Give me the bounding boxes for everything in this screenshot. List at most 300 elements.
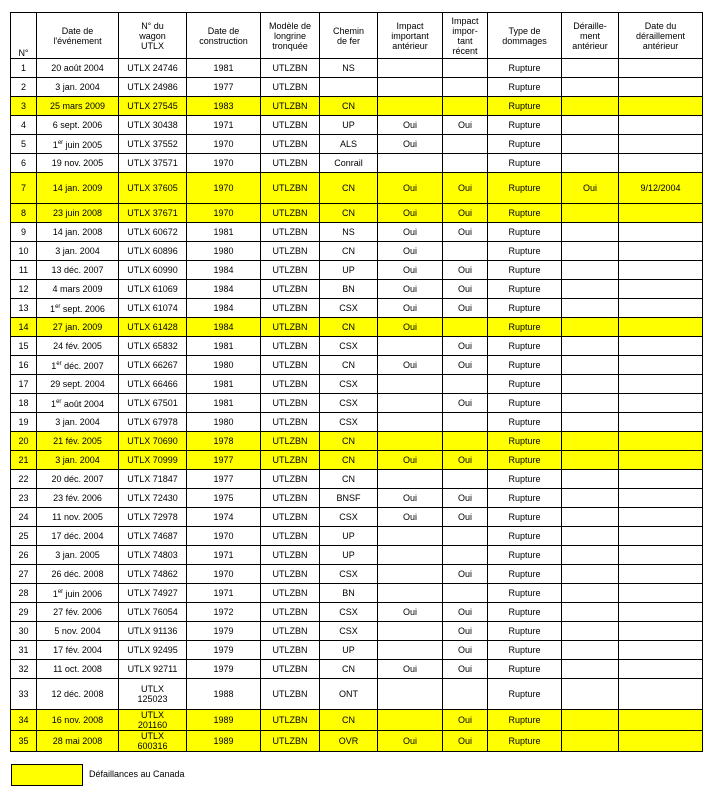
cell-prior-impact [378,527,443,546]
cell-build-date: 1970 [187,173,261,204]
cell-railway: CN [320,710,378,731]
cell-railway: CN [320,173,378,204]
cell-damage-type: Rupture [488,356,562,375]
column-header-stub-sill-model: Modèle de longrine tronquée [261,13,320,59]
cell-event-date: 11 nov. 2005 [37,508,119,527]
cell-event-date: 24 fév. 2005 [37,337,119,356]
cell-damage-type: Rupture [488,116,562,135]
cell-prior-derailment [562,318,619,337]
cell-prior-derailment [562,59,619,78]
cell-stub-sill-model: UTLZBN [261,584,320,603]
cell-prior-derailment-date [619,78,703,97]
table-row [11,318,703,337]
cell-build-date: 1989 [187,731,261,752]
cell-number: 13 [11,299,37,318]
cell-prior-derailment: Oui [562,173,619,204]
table-row [11,135,703,154]
cell-build-date: 1984 [187,299,261,318]
column-header-recent-impact: Impact impor- tant récent [443,13,488,59]
cell-number: 23 [11,489,37,508]
table-row [11,337,703,356]
cell-event-date: 17 déc. 2004 [37,527,119,546]
cell-railway: UP [320,116,378,135]
cell-prior-impact: Oui [378,242,443,261]
cell-build-date: 1970 [187,204,261,223]
cell-recent-impact: Oui [443,660,488,679]
cell-prior-impact: Oui [378,603,443,622]
cell-prior-derailment [562,299,619,318]
table-row [11,204,703,223]
cell-prior-impact: Oui [378,280,443,299]
cell-recent-impact: Oui [443,489,488,508]
cell-damage-type: Rupture [488,603,562,622]
cell-stub-sill-model: UTLZBN [261,375,320,394]
cell-damage-type: Rupture [488,565,562,584]
cell-prior-derailment [562,489,619,508]
cell-recent-impact [443,375,488,394]
cell-car-number: UTLX 60672 [119,223,187,242]
cell-stub-sill-model: UTLZBN [261,280,320,299]
cell-car-number: UTLX 67501 [119,394,187,413]
cell-build-date: 1988 [187,679,261,710]
cell-car-number: UTLX 91136 [119,622,187,641]
cell-number: 35 [11,731,37,752]
cell-prior-derailment [562,413,619,432]
cell-car-number: UTLX 61069 [119,280,187,299]
cell-railway: UP [320,641,378,660]
cell-stub-sill-model: UTLZBN [261,116,320,135]
cell-prior-derailment [562,261,619,280]
cell-railway: CN [320,470,378,489]
cell-build-date: 1983 [187,97,261,116]
cell-prior-derailment [562,432,619,451]
cell-damage-type: Rupture [488,641,562,660]
cell-build-date: 1970 [187,154,261,173]
cell-car-number: UTLX 37552 [119,135,187,154]
cell-prior-derailment [562,565,619,584]
cell-railway: UP [320,261,378,280]
cell-build-date: 1977 [187,78,261,97]
cell-prior-derailment-date [619,622,703,641]
cell-build-date: 1974 [187,508,261,527]
cell-railway: OVR [320,731,378,752]
table-row [11,603,703,622]
cell-recent-impact [443,470,488,489]
cell-prior-derailment-date [619,584,703,603]
table-row [11,641,703,660]
cell-railway: CSX [320,375,378,394]
cell-railway: CSX [320,508,378,527]
cell-prior-derailment-date [619,299,703,318]
table-row [11,451,703,470]
cell-car-number: UTLX 74687 [119,527,187,546]
cell-number: 7 [11,173,37,204]
cell-prior-derailment-date [619,97,703,116]
cell-prior-derailment [562,470,619,489]
cell-stub-sill-model: UTLZBN [261,710,320,731]
cell-number: 29 [11,603,37,622]
cell-stub-sill-model: UTLZBN [261,508,320,527]
cell-number: 16 [11,356,37,375]
cell-car-number: UTLX 27545 [119,97,187,116]
cell-car-number: UTLX 67978 [119,413,187,432]
table-row [11,508,703,527]
cell-recent-impact [443,527,488,546]
column-header-event-date: Date de l'événement [37,13,119,59]
cell-number: 19 [11,413,37,432]
cell-car-number: UTLX 201160 [119,710,187,731]
cell-recent-impact: Oui [443,394,488,413]
cell-prior-impact: Oui [378,173,443,204]
cell-car-number: UTLX 92711 [119,660,187,679]
cell-recent-impact: Oui [443,299,488,318]
table-row [11,394,703,413]
cell-prior-impact: Oui [378,451,443,470]
cell-build-date: 1984 [187,318,261,337]
cell-recent-impact [443,546,488,565]
cell-recent-impact [443,135,488,154]
cell-railway: CSX [320,622,378,641]
cell-build-date: 1979 [187,641,261,660]
cell-event-date: 1er déc. 2007 [37,356,119,375]
cell-event-date: 12 déc. 2008 [37,679,119,710]
cell-prior-derailment-date [619,603,703,622]
cell-damage-type: Rupture [488,242,562,261]
cell-prior-impact [378,59,443,78]
cell-event-date: 14 jan. 2008 [37,223,119,242]
cell-railway [320,78,378,97]
cell-prior-impact [378,679,443,710]
cell-prior-impact: Oui [378,731,443,752]
cell-damage-type: Rupture [488,59,562,78]
cell-car-number: UTLX 74862 [119,565,187,584]
cell-number: 15 [11,337,37,356]
cell-railway: BN [320,280,378,299]
cell-recent-impact: Oui [443,223,488,242]
cell-prior-derailment-date [619,337,703,356]
column-header-number: N° [11,13,37,59]
cell-prior-derailment-date [619,318,703,337]
cell-event-date: 3 jan. 2005 [37,546,119,565]
column-header-car-number: N° du wagon UTLX [119,13,187,59]
cell-prior-derailment-date [619,261,703,280]
cell-prior-derailment [562,356,619,375]
cell-build-date: 1981 [187,337,261,356]
cell-prior-derailment [562,622,619,641]
cell-damage-type: Rupture [488,375,562,394]
cell-railway: CSX [320,299,378,318]
cell-number: 26 [11,546,37,565]
cell-prior-derailment [562,135,619,154]
cell-prior-impact: Oui [378,223,443,242]
cell-prior-impact: Oui [378,489,443,508]
table-row [11,356,703,375]
cell-car-number: UTLX 70690 [119,432,187,451]
cell-car-number: UTLX 24986 [119,78,187,97]
cell-event-date: 29 sept. 2004 [37,375,119,394]
cell-car-number: UTLX 72978 [119,508,187,527]
cell-event-date: 21 fév. 2005 [37,432,119,451]
cell-car-number: UTLX 65832 [119,337,187,356]
cell-damage-type: Rupture [488,432,562,451]
cell-recent-impact: Oui [443,451,488,470]
cell-damage-type: Rupture [488,394,562,413]
cell-railway: CN [320,204,378,223]
cell-number: 10 [11,242,37,261]
cell-prior-impact [378,710,443,731]
cell-damage-type: Rupture [488,173,562,204]
cell-recent-impact [443,154,488,173]
cell-stub-sill-model: UTLZBN [261,731,320,752]
cell-number: 20 [11,432,37,451]
cell-stub-sill-model: UTLZBN [261,413,320,432]
cell-event-date: 28 mai 2008 [37,731,119,752]
cell-number: 28 [11,584,37,603]
cell-recent-impact [443,679,488,710]
cell-railway: BNSF [320,489,378,508]
cell-prior-impact: Oui [378,204,443,223]
table-row [11,584,703,603]
cell-prior-impact [378,375,443,394]
cell-build-date: 1970 [187,527,261,546]
cell-damage-type: Rupture [488,78,562,97]
cell-number: 31 [11,641,37,660]
cell-prior-derailment-date [619,413,703,432]
cell-build-date: 1970 [187,135,261,154]
cell-railway: ONT [320,679,378,710]
cell-stub-sill-model: UTLZBN [261,603,320,622]
table-row [11,375,703,394]
cell-prior-derailment [562,660,619,679]
cell-prior-impact: Oui [378,356,443,375]
cell-event-date: 1er juin 2006 [37,584,119,603]
cell-damage-type: Rupture [488,679,562,710]
cell-stub-sill-model: UTLZBN [261,242,320,261]
cell-damage-type: Rupture [488,135,562,154]
cell-event-date: 3 jan. 2004 [37,413,119,432]
cell-number: 24 [11,508,37,527]
cell-damage-type: Rupture [488,261,562,280]
cell-prior-impact: Oui [378,299,443,318]
cell-prior-derailment-date [619,356,703,375]
cell-railway: ALS [320,135,378,154]
cell-build-date: 1981 [187,223,261,242]
cell-event-date: 23 fév. 2006 [37,489,119,508]
cell-recent-impact: Oui [443,173,488,204]
cell-damage-type: Rupture [488,337,562,356]
cell-number: 5 [11,135,37,154]
cell-number: 1 [11,59,37,78]
cell-car-number: UTLX 600316 [119,731,187,752]
cell-prior-derailment [562,679,619,710]
cell-prior-derailment [562,451,619,470]
cell-prior-impact [378,641,443,660]
column-header-railway: Chemin de fer [320,13,378,59]
cell-railway: CN [320,660,378,679]
cell-prior-derailment-date [619,242,703,261]
cell-prior-impact [378,154,443,173]
cell-damage-type: Rupture [488,546,562,565]
cell-prior-derailment-date [619,470,703,489]
column-header-prior-derailment-date: Date du déraillement antérieur [619,13,703,59]
cell-prior-derailment [562,394,619,413]
column-header-build-date: Date de construction [187,13,261,59]
cell-number: 14 [11,318,37,337]
cell-number: 34 [11,710,37,731]
cell-prior-impact: Oui [378,261,443,280]
cell-event-date: 5 nov. 2004 [37,622,119,641]
legend-swatch [11,764,83,786]
cell-railway: CSX [320,603,378,622]
cell-stub-sill-model: UTLZBN [261,565,320,584]
legend-label: Défaillances au Canada [89,769,185,779]
cell-event-date: 20 août 2004 [37,59,119,78]
cell-event-date: 16 nov. 2008 [37,710,119,731]
cell-prior-impact [378,413,443,432]
cell-prior-derailment-date [619,710,703,731]
cell-prior-derailment [562,337,619,356]
cell-event-date: 11 oct. 2008 [37,660,119,679]
cell-prior-impact: Oui [378,318,443,337]
cell-build-date: 1980 [187,356,261,375]
cell-stub-sill-model: UTLZBN [261,451,320,470]
cell-stub-sill-model: UTLZBN [261,173,320,204]
cell-prior-derailment [562,154,619,173]
cell-build-date: 1981 [187,394,261,413]
cell-prior-derailment [562,731,619,752]
cell-railway: CSX [320,337,378,356]
table-row [11,660,703,679]
cell-prior-impact [378,470,443,489]
cell-railway: CN [320,451,378,470]
cell-number: 12 [11,280,37,299]
cell-recent-impact [443,584,488,603]
cell-prior-derailment-date [619,204,703,223]
cell-stub-sill-model: UTLZBN [261,154,320,173]
cell-damage-type: Rupture [488,470,562,489]
cell-build-date: 1984 [187,261,261,280]
table-row [11,173,703,204]
cell-recent-impact: Oui [443,337,488,356]
cell-build-date: 1978 [187,432,261,451]
failures-table [10,12,703,752]
cell-stub-sill-model: UTLZBN [261,622,320,641]
cell-prior-derailment [562,641,619,660]
header-row [11,13,703,59]
cell-prior-derailment-date [619,394,703,413]
cell-prior-impact [378,394,443,413]
cell-stub-sill-model: UTLZBN [261,546,320,565]
cell-railway: CN [320,97,378,116]
cell-damage-type: Rupture [488,527,562,546]
cell-number: 17 [11,375,37,394]
cell-prior-impact [378,432,443,451]
cell-build-date: 1981 [187,375,261,394]
cell-stub-sill-model: UTLZBN [261,432,320,451]
cell-damage-type: Rupture [488,299,562,318]
cell-build-date: 1972 [187,603,261,622]
cell-number: 8 [11,204,37,223]
cell-damage-type: Rupture [488,660,562,679]
cell-stub-sill-model: UTLZBN [261,223,320,242]
cell-prior-derailment-date [619,546,703,565]
cell-prior-derailment [562,242,619,261]
cell-car-number: UTLX 76054 [119,603,187,622]
cell-damage-type: Rupture [488,622,562,641]
cell-stub-sill-model: UTLZBN [261,204,320,223]
table-row [11,546,703,565]
cell-recent-impact [443,59,488,78]
cell-build-date: 1970 [187,565,261,584]
cell-prior-derailment-date [619,154,703,173]
cell-prior-derailment-date [619,731,703,752]
cell-number: 25 [11,527,37,546]
cell-railway: BN [320,584,378,603]
cell-damage-type: Rupture [488,584,562,603]
table-row [11,622,703,641]
cell-car-number: UTLX 125023 [119,679,187,710]
cell-car-number: UTLX 61428 [119,318,187,337]
column-header-prior-derailment: Déraille- ment antérieur [562,13,619,59]
cell-recent-impact: Oui [443,356,488,375]
cell-damage-type: Rupture [488,489,562,508]
cell-event-date: 1er juin 2005 [37,135,119,154]
cell-prior-derailment [562,546,619,565]
cell-prior-impact [378,337,443,356]
cell-car-number: UTLX 37671 [119,204,187,223]
table-row [11,242,703,261]
cell-build-date: 1971 [187,116,261,135]
cell-car-number: UTLX 92495 [119,641,187,660]
cell-prior-derailment-date [619,59,703,78]
cell-prior-derailment [562,527,619,546]
cell-number: 2 [11,78,37,97]
cell-event-date: 20 déc. 2007 [37,470,119,489]
cell-damage-type: Rupture [488,508,562,527]
cell-number: 32 [11,660,37,679]
cell-stub-sill-model: UTLZBN [261,527,320,546]
cell-stub-sill-model: UTLZBN [261,299,320,318]
cell-car-number: UTLX 70999 [119,451,187,470]
table-row [11,78,703,97]
cell-car-number: UTLX 71847 [119,470,187,489]
cell-recent-impact: Oui [443,622,488,641]
cell-prior-derailment [562,508,619,527]
cell-railway: Conrail [320,154,378,173]
cell-stub-sill-model: UTLZBN [261,641,320,660]
cell-build-date: 1980 [187,242,261,261]
cell-damage-type: Rupture [488,154,562,173]
cell-stub-sill-model: UTLZBN [261,135,320,154]
cell-prior-impact: Oui [378,660,443,679]
cell-car-number: UTLX 24746 [119,59,187,78]
cell-prior-impact [378,78,443,97]
cell-build-date: 1979 [187,660,261,679]
cell-event-date: 26 déc. 2008 [37,565,119,584]
table-body [11,59,703,752]
table-row [11,223,703,242]
cell-recent-impact: Oui [443,731,488,752]
cell-stub-sill-model: UTLZBN [261,78,320,97]
cell-prior-derailment-date [619,679,703,710]
cell-number: 30 [11,622,37,641]
table-row [11,116,703,135]
cell-prior-derailment-date [619,660,703,679]
cell-build-date: 1977 [187,470,261,489]
cell-prior-derailment [562,97,619,116]
cell-event-date: 4 mars 2009 [37,280,119,299]
table-row [11,413,703,432]
